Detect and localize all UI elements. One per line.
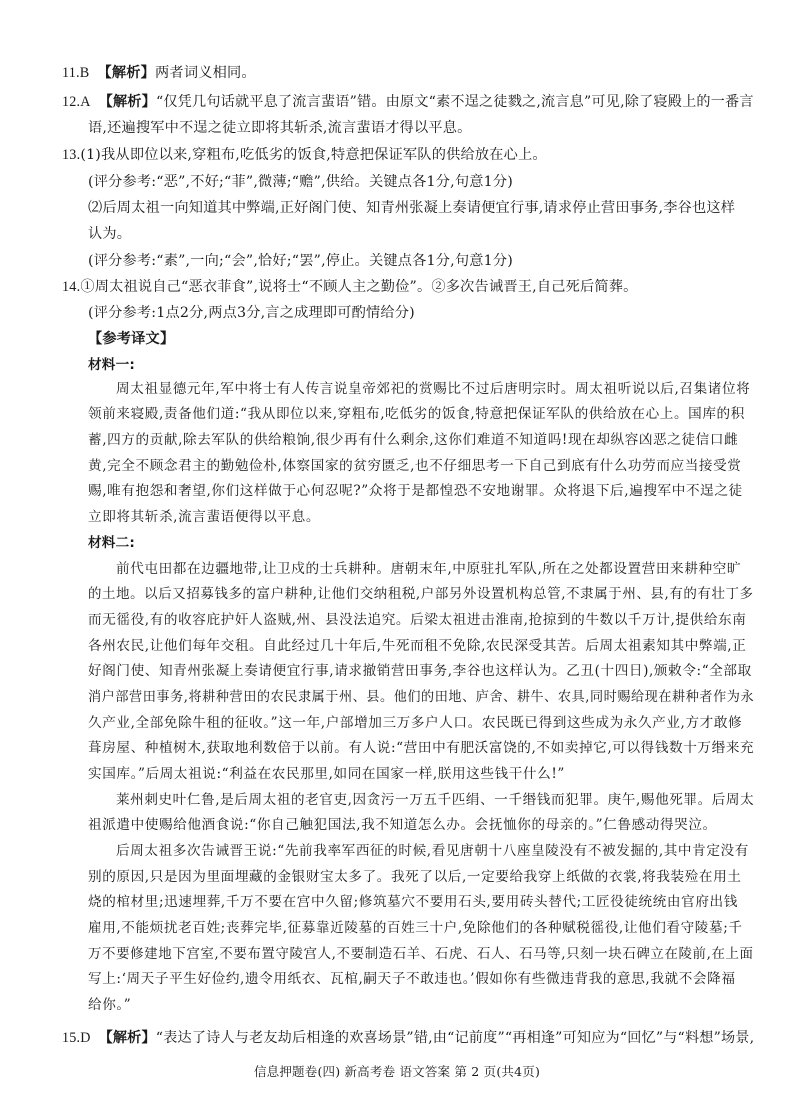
material-one-line: 领前来寝殿,责备他们道:“我从即位以来,穿粗布,吃低劣的饭食,特意把保证军队的供给放在心上。国库的积 [88, 406, 745, 422]
material-two-line: 实国库。”后周太祖说:“利益在农民那里,如同在国家一样,朕用这些钱干什么!” [88, 766, 565, 782]
material-two-line: 烧的棺材里;迅速埋葬,千万不要在宫中久留;修筑墓穴不要用石头,要用砖头替代;工匠役徒统统由官府出钱 [88, 894, 738, 910]
material-two-line: 好阁门使、知青州张凝上奏请便宜行事,请求撤销营田事务,李谷也这样认为。乙丑(十四日),颁敕令:“全部取 [88, 663, 752, 679]
analysis-tag: 【解析】 [98, 94, 156, 110]
material-two-line: 给你。” [88, 997, 132, 1013]
material-two-line: 各州农民,让他们每年交租。自此经过几十年后,牛死而租不免除,农民深受其苦。后周太祖素知其中弊端,正 [88, 638, 747, 654]
analysis-text-cont: 语,还遍搜军中不逞之徒立即将其斩杀,流言蜚语才得以平息。 [88, 120, 472, 136]
translation-heading: 【参考译文】 [88, 331, 175, 347]
material-two-line: 别的原因,只是因为里面埋藏的金银财宝太多了。我死了以后,一定要给我穿上纸做的衣裳,将我装殓在用土 [88, 869, 742, 885]
page-footer: 信息押题卷(四) 新高考卷 语文答案 第 2 页(共4页) [253, 1064, 541, 1079]
question-13 [62, 145, 547, 165]
material-one-line: 蓄,四方的贡献,除去军队的供给粮饷,很少再有什么剩余,这你们难道不知道吗!现在却纵容凶恶之徒信口雌 [88, 432, 739, 448]
material-one-line: 周太祖显德元年,军中将士有人传言说皇帝郊祀的赏赐比不过后唐明宗时。周太祖听说以后,召集诸位将 [116, 381, 751, 397]
question-11 [62, 63, 256, 83]
analysis-tag: 【解析】 [98, 1030, 156, 1046]
material-two-line: 雇用,不能烦扰老百姓;丧葬完毕,征募靠近陵墓的百姓三十户,免除他们的各种赋税徭役,让他们看守陵墓;千 [88, 920, 743, 936]
question-number: 15.D [62, 1030, 91, 1046]
answer-text: ⑵后周太祖一向知道其中弊端,正好阁门使、知青州张凝上奏请便宜行事,请求停止营田事务,李谷也这样 [88, 200, 736, 216]
material-one-line: 赐,唯有抱怨和奢望,你们这样做于心何忍呢?”众将于是都惶恐不安地谢罪。众将退下后,遍搜军中不逞之徒 [88, 483, 743, 499]
answer-text: ①周太祖说自己“恶衣菲食”,说将士“不顾人主之勤俭”。②多次告诫晋王,自己死后简葬。 [80, 279, 638, 295]
question-14 [62, 277, 638, 297]
material-two-line: 祖派遣中使赐给他酒食说:“你自己触犯国法,我不知道怎么办。会抚恤你的母亲的。”仁鲁感动得哭泣。 [88, 817, 717, 833]
answer-text-cont: 认为。 [88, 226, 132, 242]
question-number: 13. [62, 147, 81, 163]
material-one-line: 立即将其斩杀,流言蜚语便得以平息。 [88, 509, 321, 525]
analysis-text: “仅凭几句话就平息了流言蜚语”错。由原文“素不逞之徒戮之,流言息”可见,除了寝殿上的一番言 [155, 94, 754, 110]
material-two-line: 前代屯田都在边疆地带,让卫戍的士兵耕种。唐朝末年,中原驻扎军队,所在之处都设置营田来耕种空旷 [116, 561, 742, 577]
question-number: 12.A [62, 94, 91, 110]
analysis-tag: 【解析】 [97, 65, 156, 81]
question-number: 14. [62, 279, 81, 295]
material-two-line: 莱州刺史叶仁鲁,是后周太祖的老官吏,因贪污一万五千匹绢、一千缗钱而犯罪。庚午,赐他死罪。后周太 [116, 792, 755, 808]
scoring-note: (评分参考:“素”,一向;“会”,恰好;“罢”,停止。关键点各1分,句意1分) [88, 253, 513, 269]
answer-text: (1)我从即位以来,穿粗布,吃低劣的饭食,特意把保证军队的供给放在心上。 [80, 147, 547, 163]
question-number: 11.B [62, 65, 90, 81]
question-15 [62, 1028, 754, 1048]
material-two-line: 万不要修建地下宫室,不要布置守陵宫人,不要制造石羊、石虎、石人、石马等,只刻一块石碑立在陵前,在上面 [88, 946, 754, 962]
material-one-title: 材料一: [88, 357, 136, 373]
material-one-line: 黄,完全不顾念君主的勤勉俭朴,体察国家的贫穷匮乏,也不仔细思考一下自己到底有什么功劳而应当接受赏 [88, 458, 742, 474]
question-12 [62, 92, 754, 112]
analysis-text: “表达了诗人与老友劫后相逢的欢喜场景”错,由“记前度”“再相逢”可知应为“回忆”与“料想”场景, [155, 1030, 755, 1046]
material-two-title: 材料二: [88, 535, 136, 551]
material-two-line: 写上:‘周天子平生好俭约,遗令用纸衣、瓦棺,嗣天子不敢违也。’假如你有些微违背我的意思,我就不会降福 [88, 971, 736, 987]
material-two-line: 的土地。以后又招募钱多的富户耕种,让他们交纳租税,户部另外设置机构总管,不隶属于州、县,有的有壮丁多 [88, 586, 754, 602]
scoring-note: (评分参考:“恶”,不好;“菲”,微薄;“赡”,供给。关键点各1分,句意1分) [88, 174, 513, 190]
material-two-line: 消户部营田事务,将耕种营田的农民隶属于州、县。他们的田地、庐舍、耕牛、农具,同时赐给现在耕种者作为永 [88, 689, 755, 705]
material-two-line: 而无徭役,有的收容庇护奸人盗贼,州、县没法追究。后梁太祖进击淮南,抢掠到的牛数以千万计,提供给东南 [88, 612, 747, 628]
analysis-text: 两者词义相同。 [155, 65, 256, 81]
scoring-note: (评分参考:1点2分,两点3分,言之成理即可酌情给分) [88, 305, 415, 321]
material-two-line: 后周太祖多次告诫晋王说:“先前我率军西征的时候,看见唐朝十八座皇陵没有不被发掘的,其中肯定没有 [116, 843, 749, 859]
material-two-line: 葺房屋、种植树木,获取地利数倍于以前。有人说:“营田中有肥沃富饶的,不如卖掉它,可以得钱数十万缗来充 [88, 740, 755, 756]
material-two-line: 久产业,全部免除牛租的征收。”这一年,户部增加三万多户人口。农民既已得到这些成为永久产业,方才敢修 [88, 715, 743, 731]
